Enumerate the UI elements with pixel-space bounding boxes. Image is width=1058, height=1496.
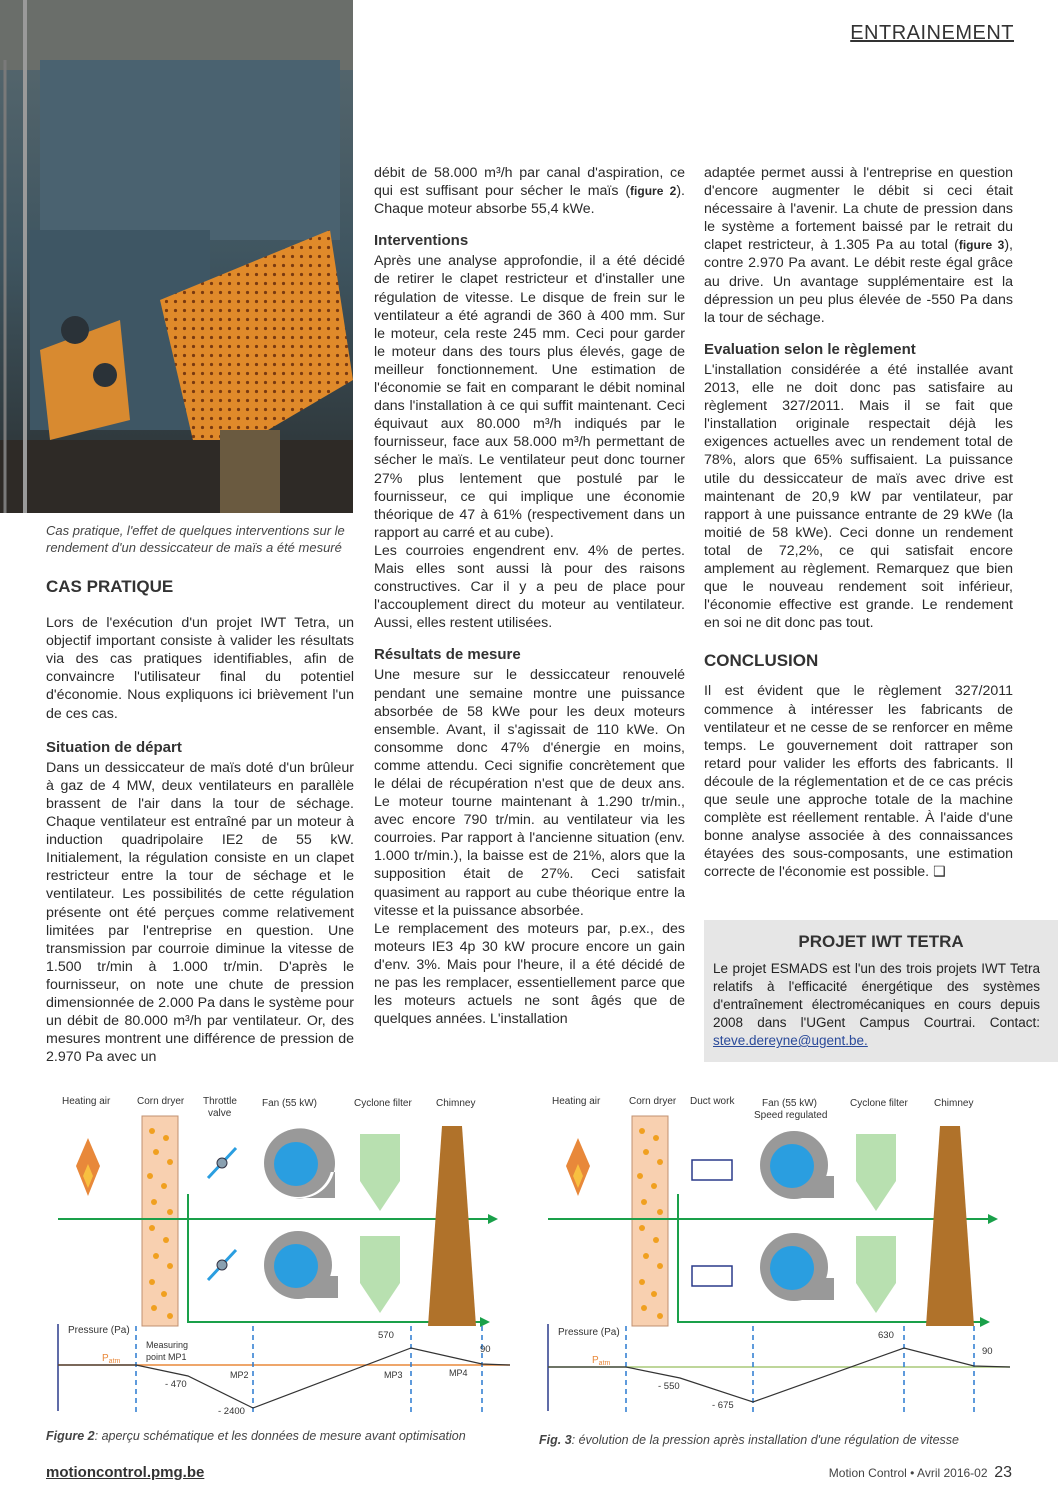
fig3-cyclone-2: [856, 1236, 896, 1313]
footer-site-link[interactable]: motioncontrol.pmg.be: [46, 1464, 205, 1481]
fig2-mp1-label-1: Measuring: [146, 1340, 189, 1350]
fig2-mp4: MP4: [449, 1368, 468, 1378]
dryer-photo-image: [0, 0, 353, 513]
fig3-pressure-line: [548, 1348, 1010, 1402]
figure-3-diagram: [540, 1086, 1020, 1426]
section-label: ENTRAINEMENT: [850, 22, 1014, 44]
conclusion-paragraph: Il est évident que le règlement 327/2011 commence à intéresser les fabricants de ventilateur et ne cesse de se renforcer en même temps. Le gouvernement doit rattraper son retard pour valider les efforts des fabricants. Il découle de la réglementation et de ce cas précis que seule une approche totale de la machine complète est réellement rentable. À l'aide d'une bonne analyse associée à des connaissances étayées des sous-composants, une estimation correcte de l'économie est possible. ❑: [704, 683, 1013, 881]
intro-paragraph: Lors de l'exécution d'un projet IWT Tetra, un objectif important consiste à valider les résultats via des cas pratiques identifiables, afin de convaincre l'utilisateur final du potentiel d'économie. Nous expliquons ici brièvement l'un de ces cas.: [46, 615, 354, 722]
fig2-fan-1: [264, 1128, 335, 1198]
fig2-label-dryer: Corn dryer: [137, 1096, 185, 1107]
fig3-fan-1: [760, 1131, 834, 1199]
figure-2-caption: Figure 2: aperçu schématique et les données de mesure avant optimisation: [46, 1429, 466, 1443]
fig3-measuring-points: [626, 1326, 974, 1416]
fig3-label-heating: Heating air: [552, 1096, 601, 1107]
fig2-mp3: MP3: [384, 1370, 403, 1380]
fig3-label-cyclone: Cyclone filter: [850, 1098, 908, 1109]
column-3: [704, 164, 1013, 881]
fig2-value-470: - 470: [165, 1379, 187, 1390]
photo-caption: Cas pratique, l'effet de quelques interventions sur le rendement d'un dessiccateur de maïs a été mesuré: [46, 523, 345, 555]
fig3-value-675: - 675: [712, 1400, 734, 1411]
fig3-label-dryer: Corn dryer: [629, 1096, 677, 1107]
column-2: [374, 164, 685, 1028]
fig2-pressure-label: Pressure (Pa): [68, 1325, 130, 1336]
subheading-resultats: Résultats de mesure: [374, 646, 521, 664]
fig2-chimney: [428, 1126, 476, 1326]
fig3-patm-label: $P_{atm}$: [592, 1355, 611, 1367]
fig2-fan-2: [264, 1231, 338, 1299]
fig3-value-550: - 550: [658, 1381, 680, 1392]
fig2-label-chimney: Chimney: [436, 1098, 476, 1109]
fig3-duct-2: [692, 1266, 732, 1286]
subheading-situation: Situation de départ: [46, 738, 182, 756]
dryer-photo: [0, 0, 353, 513]
fig3-value-630: 630: [878, 1330, 894, 1341]
fig2-cyclone-1: [360, 1134, 400, 1211]
belts-paragraph: Les courroies engendrent env. 4% de pertes. Mais elles sont aussi là pour des raisons constructives. Car il y a peu de place pour l'accouplement direct du moteur au ventilateur. Aussi, elles restent utilisées.: [374, 542, 685, 632]
project-box-title: PROJET IWT TETRA: [798, 932, 964, 951]
fig2-label-throttle: Throttle: [203, 1096, 237, 1107]
fig3-chimney: [926, 1126, 974, 1326]
page-number: 23: [994, 1464, 1012, 1481]
subheading-interventions: Interventions: [374, 232, 469, 250]
fig3-corn-dryer: [632, 1116, 668, 1326]
project-box-text: Le projet ESMADS est l'un des trois projets IWT Tetra relatifs à l'efficacité énergétique des systèmes d'entraînement électromécaniques en cours depuis 2008 dans l'UGent Campus Courtrai. Contact: steve.dereyne@ugent.be.: [713, 961, 1040, 1048]
fig3-value-90: 90: [982, 1346, 993, 1357]
interventions-paragraph: Après une analyse approfondie, il a été décidé de retirer le clapet restricteur et d'installer une régulation de vitesse. Le disque de frein sur le ventilateur a été agrandi de 360 à 400 mm. Sur le moteur, cela reste 245 mm. Ceci pour garder le moteur dans des tours plus élevés, gage de meilleur fonctionnement. Une estimation de l'économie se fait en comparant le débit nominal dans l'installation à ce qui suffit maintenant. Ceci équivaut aux 80.000 m³/h indiqués par le fournisseur, face aux 58.000 m³/h permettant de sécher le maïs. Le ventilateur peut donc tourner 27% plus lentement que postulé par le fournisseur, ce qui implique une économie théorique de 47 à 61% (respectivement dans un rapport au carré et au cube).: [374, 253, 685, 541]
fig2-mp1-label-2: point MP1: [146, 1352, 187, 1362]
project-box: [704, 920, 1058, 1062]
fig2-mp2: MP2: [230, 1370, 249, 1380]
heading-conclusion: CONCLUSION: [704, 651, 819, 671]
col3-continuation: adaptée permet aussi à l'entreprise en question d'encore augmenter le débit si ceci était nécessaire à l'avenir. La chute de pression dans le système a fortement baissé par le retrait du clapet restricteur, à 1.305 Pa au total (figure 3), contre 2.970 Pa avant. Le débit reste égal grâce au drive. Un avantage supplémentaire est la dépression un peu plus élevée de -550 Pa dans la tour de séchage.: [704, 165, 1013, 326]
fig2-label-fan: Fan (55 kW): [262, 1098, 318, 1109]
fig2-cyclone-2: [360, 1236, 400, 1313]
figure-3-caption: Fig. 3: évolution de la pression après installation d'une régulation de vitesse: [539, 1433, 960, 1447]
fig2-value-570: 570: [378, 1330, 394, 1341]
heading-cas-pratique: CAS PRATIQUE: [46, 577, 174, 596]
fig3-cyclone-1: [856, 1134, 896, 1211]
subheading-evaluation: Evaluation selon le règlement: [704, 340, 916, 358]
situation-paragraph: Dans un dessiccateur de maïs doté d'un brûleur à gaz de 4 MW, deux ventilateurs en parallèle brassent de l'air dans la tour de séchage. Chaque ventilateur est entraîné par un moteur à induction quadripolaire IE2 de 55 kW. Initialement, la régulation consiste en un clapet restricteur entre la tour de séchage et le ventilateur. Les possibilités de cette régulation présente ont été perçues comme relativement limitées par l'entreprise en question. Une transmission par courroie diminue la vitesse de 1.500 tr/min à 1.000 tr/min. D'après le fournisseur, on note une chute de pression dimensionnée de 2.000 Pa dans le système pour un débit de 80.000 m³/h par ventilateur. Or, des mesures montrent une différence de pression de 2.970 Pa avec un: [46, 759, 354, 1066]
fig3-label-speed: Speed regulated: [754, 1110, 828, 1121]
fig3-pressure-label: Pressure (Pa): [558, 1327, 620, 1338]
fig2-label-cyclone: Cyclone filter: [354, 1098, 412, 1109]
fig2-pressure-line: [58, 1348, 510, 1408]
fig3-label-duct: Duct work: [690, 1096, 735, 1107]
fig2-patm-label: $P_{atm}$: [102, 1353, 121, 1365]
column-1: [46, 578, 354, 1066]
fig3-label-fan: Fan (55 kW): [762, 1098, 818, 1109]
footer-magazine: Motion Control • Avril 2016-02 23: [828, 1464, 1012, 1481]
motors-paragraph: Le remplacement des moteurs par, p.ex., des moteurs IE3 4p 30 kW procure encore un gain d'env. 3%. Mais pour l'heure, il a été décidé de ne pas les remplacer, essentiellement parce que les moteurs actuels ne sont âgés que de quelques années. L'installation: [374, 920, 685, 1028]
fig2-corn-dryer: [142, 1116, 178, 1326]
evaluation-paragraph: L'installation considérée a été installée avant 2013, elle ne doit donc pas satisfaire au règlement 327/2011. Mais il se fait que l'installation originale respectait déjà les exigences actuelles avec un rendement total de 78%, alors que 65% suffisaient. La puissance utile du dessiccateur de maïs avec drive est maintenant de 20,9 kW par ventilateur, par rapport à une puissance entrante de 29 kWe (la moitié de 58 kWe). Ceci donne un rendement total de 72,2%, ce qui satisfait encore amplement au règlement. Remarquez que bien que le nouveau rendement soit inférieur, l'économie effective est grande. Le rendement en soi ne dit donc pas tout.: [704, 361, 1013, 632]
fig2-label-heating: Heating air: [62, 1096, 111, 1107]
fig3-fan-2: [760, 1233, 834, 1301]
fig2-label-valve: valve: [208, 1108, 232, 1119]
figure-2-diagram: [40, 1086, 520, 1426]
contact-email-link[interactable]: steve.dereyne@ugent.be.: [713, 1033, 868, 1048]
fig2-value-2400: - 2400: [218, 1406, 245, 1417]
fig2-value-90: 90: [480, 1344, 491, 1355]
fig3-label-chimney: Chimney: [934, 1098, 974, 1109]
fig3-duct-1: [692, 1160, 732, 1180]
results-paragraph: Une mesure sur le dessiccateur renouvelé pendant une semaine montre une puissance absorbée de 58 kWe pour les deux moteurs ensemble. Avant, il s'agissait de 110 kWe. On consomme donc 47% d'énergie en moins, comme attendu. Ceci signifie concrètement que le délai de récupération n'est que de deux ans. Le moteur tourne maintenant à 1.290 tr/min., avec encore 790 tr/min. au ventilateur via les courroies. Par rapport à l'ancienne situation (env. 1.000 tr/min.), la baisse est de 21%, alors que la supposition était de 27%. Ceci satisfait quasiment au rapport au cube théorique entre la vitesse et la puissance absorbée.: [374, 667, 685, 919]
col2-continuation: débit de 58.000 m³/h par canal d'aspiration, ce qui est suffisant pour sécher le maïs (figure 2). Chaque moteur absorbe 55,4 kWe.: [374, 165, 685, 218]
